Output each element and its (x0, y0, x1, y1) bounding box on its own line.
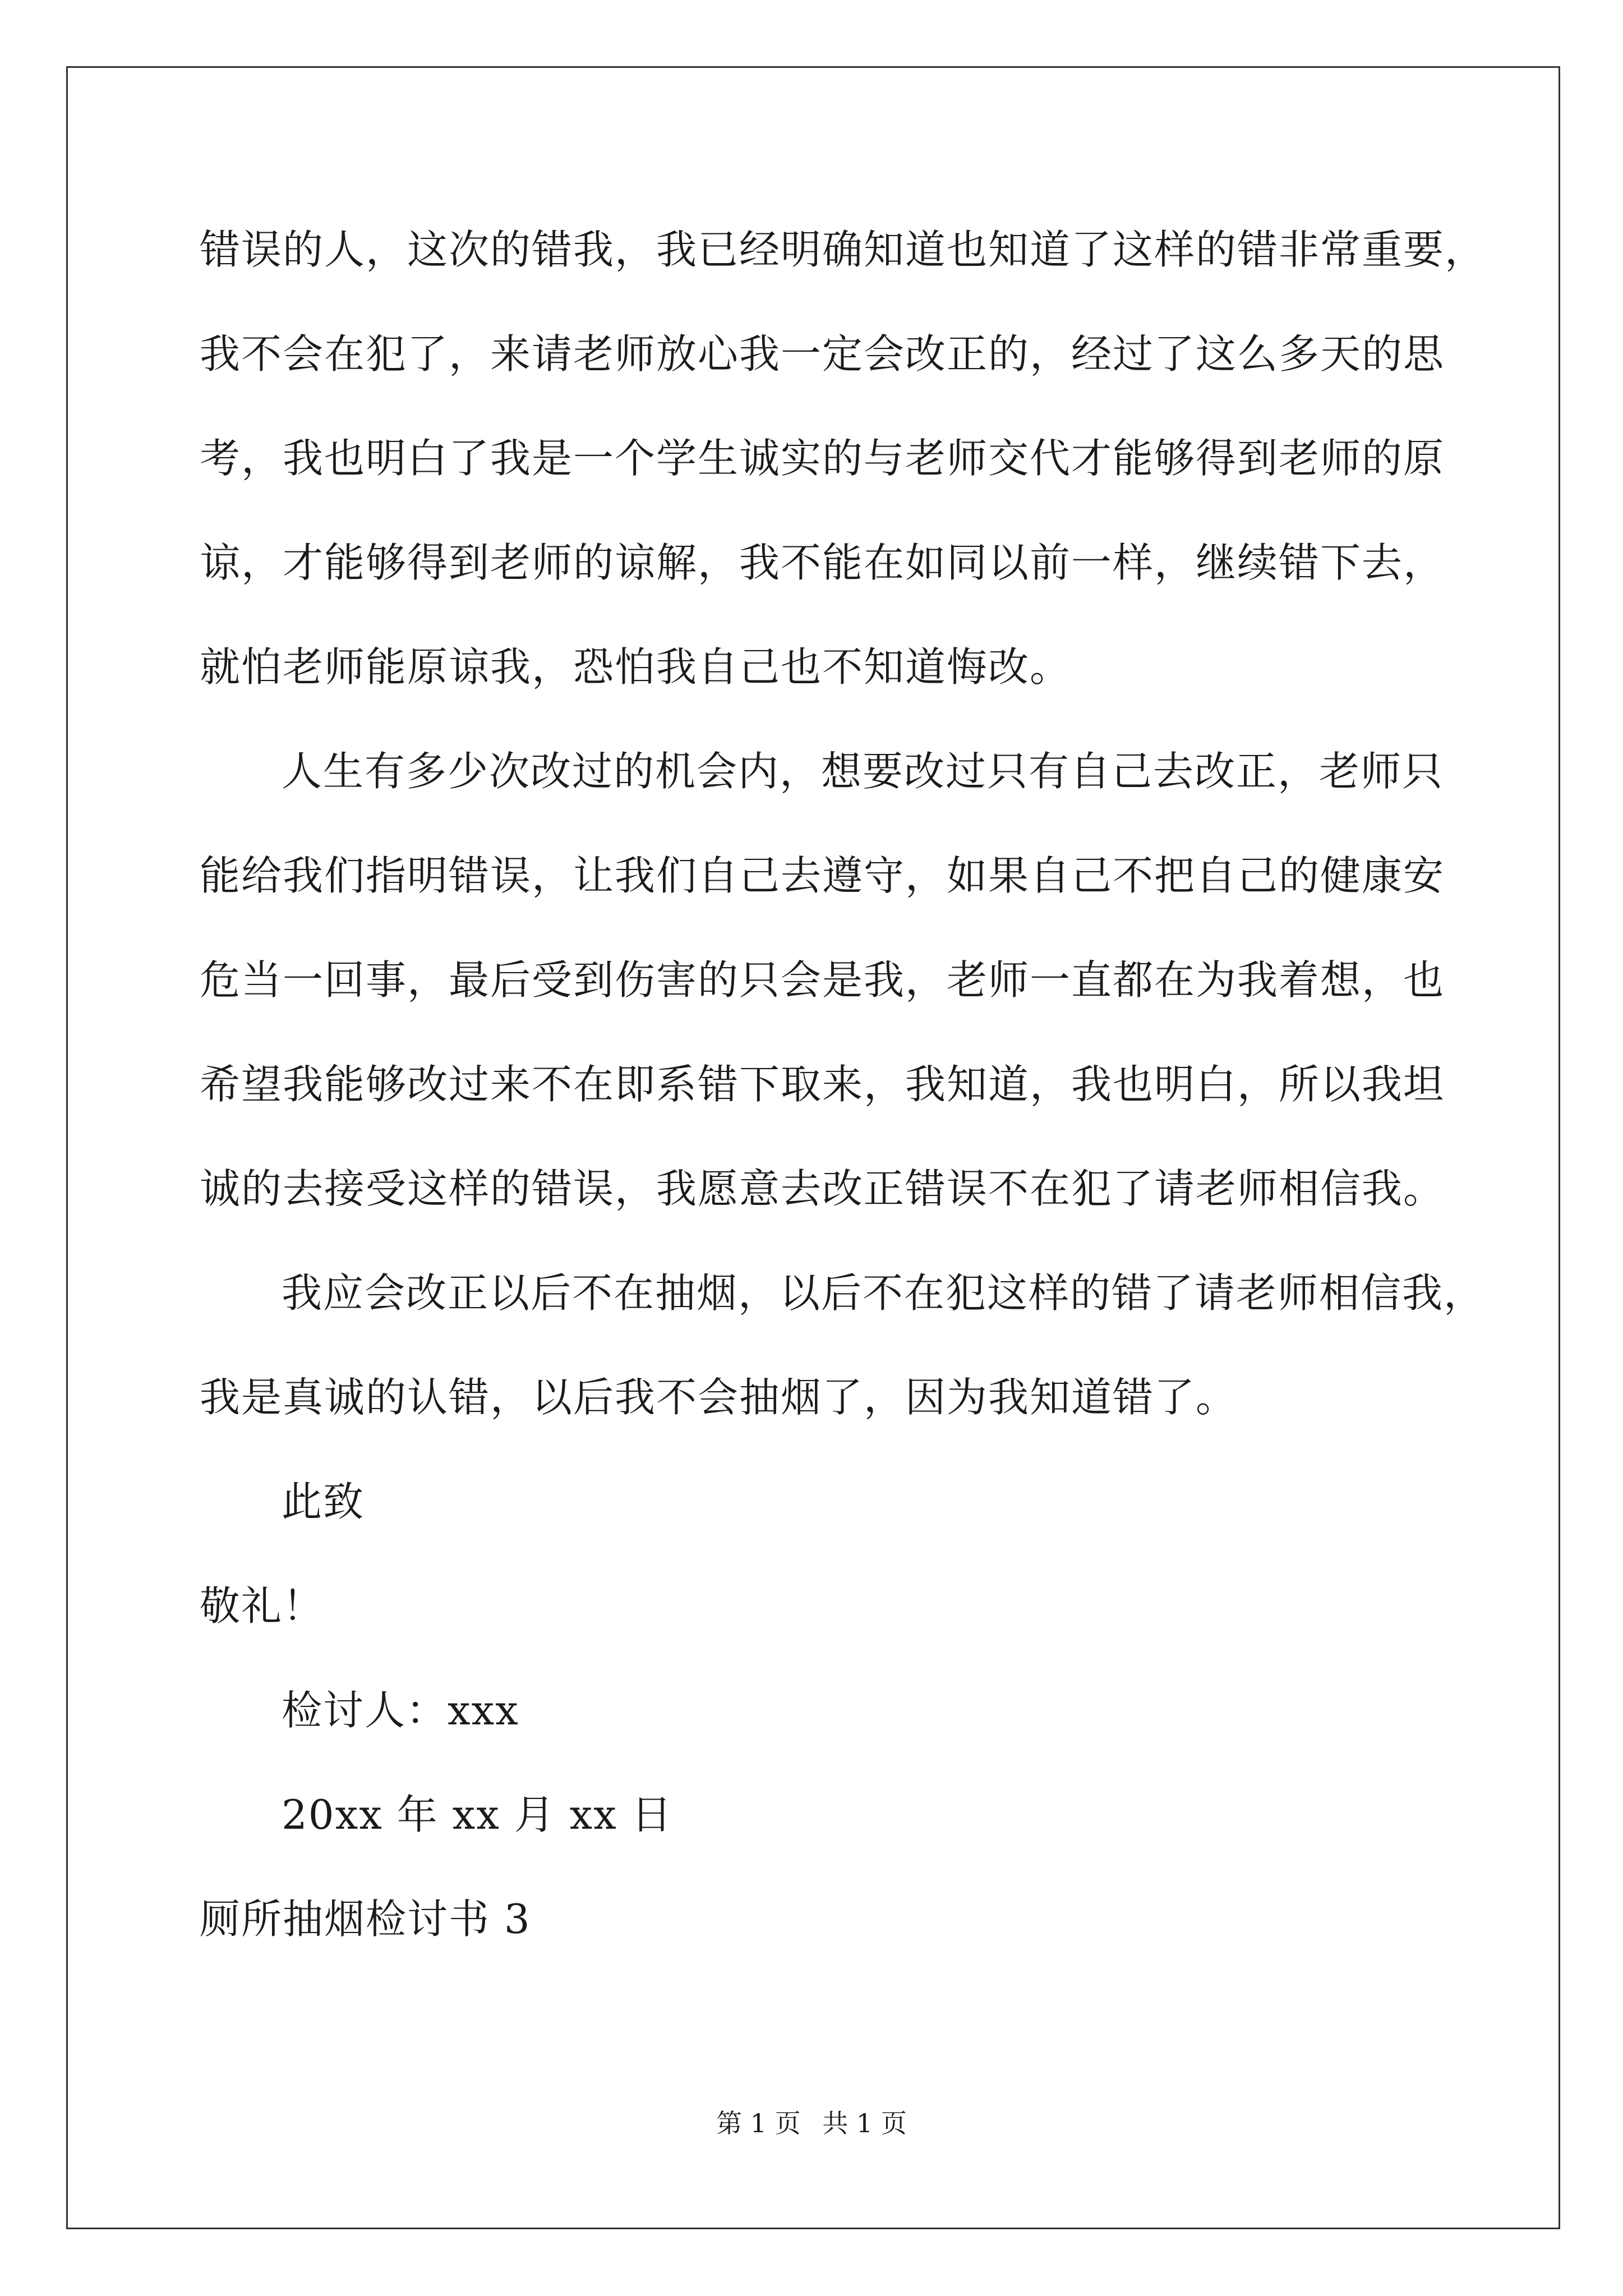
text-line-3: 考，我也明白了我是一个学生诚实的与老师交代才能够得到老师的原 (200, 435, 1445, 482)
next-section-title: 厕所抽烟检讨书 3 (200, 1895, 531, 1943)
page-footer (0, 2106, 1623, 2140)
text-line-2: 我不会在犯了，来请老师放心我一定会改正的，经过了这么多天的思 (200, 330, 1445, 378)
text-line-11: 我应会改正以后不在抽烟，以后不在犯这样的错了请老师相信我， (282, 1269, 1486, 1317)
page-number: 第 1 页 (716, 2108, 801, 2138)
date-line: 20xx 年 xx 月 xx 日 (282, 1791, 673, 1838)
text-line-12: 我是真诚的认错，以后我不会抽烟了，因为我知道错了。 (200, 1374, 1238, 1421)
text-line-7: 能给我们指明错误，让我们自己去遵守，如果自己不把自己的健康安 (200, 852, 1445, 899)
text-line-9: 希望我能够改过来不在即系错下取来，我知道，我也明白，所以我坦 (200, 1061, 1445, 1108)
signature-line: 检讨人：xxx (282, 1687, 519, 1734)
closing-respect: 敬礼！ (200, 1582, 325, 1630)
text-line-4: 谅，才能够得到老师的谅解，我不能在如同以前一样，继续错下去， (200, 539, 1445, 586)
text-line-1: 错误的人，这次的错我，我已经明确知道也知道了这样的错非常重要， (200, 226, 1487, 273)
text-line-10: 诚的去接受这样的错误，我愿意去改正错误不在犯了请老师相信我。 (200, 1165, 1445, 1212)
document-body (200, 213, 1487, 1987)
page-total: 共 1 页 (822, 2108, 907, 2138)
text-line-6: 人生有多少次改过的机会内，想要改过只有自己去改正，老师只 (282, 748, 1444, 795)
text-line-5: 就怕老师能原谅我，恐怕我自己也不知道悔改。 (200, 643, 1072, 691)
text-line-8: 危当一回事，最后受到伤害的只会是我，老师一直都在为我着想，也 (200, 956, 1445, 1004)
closing-salutation: 此致 (282, 1478, 365, 1525)
